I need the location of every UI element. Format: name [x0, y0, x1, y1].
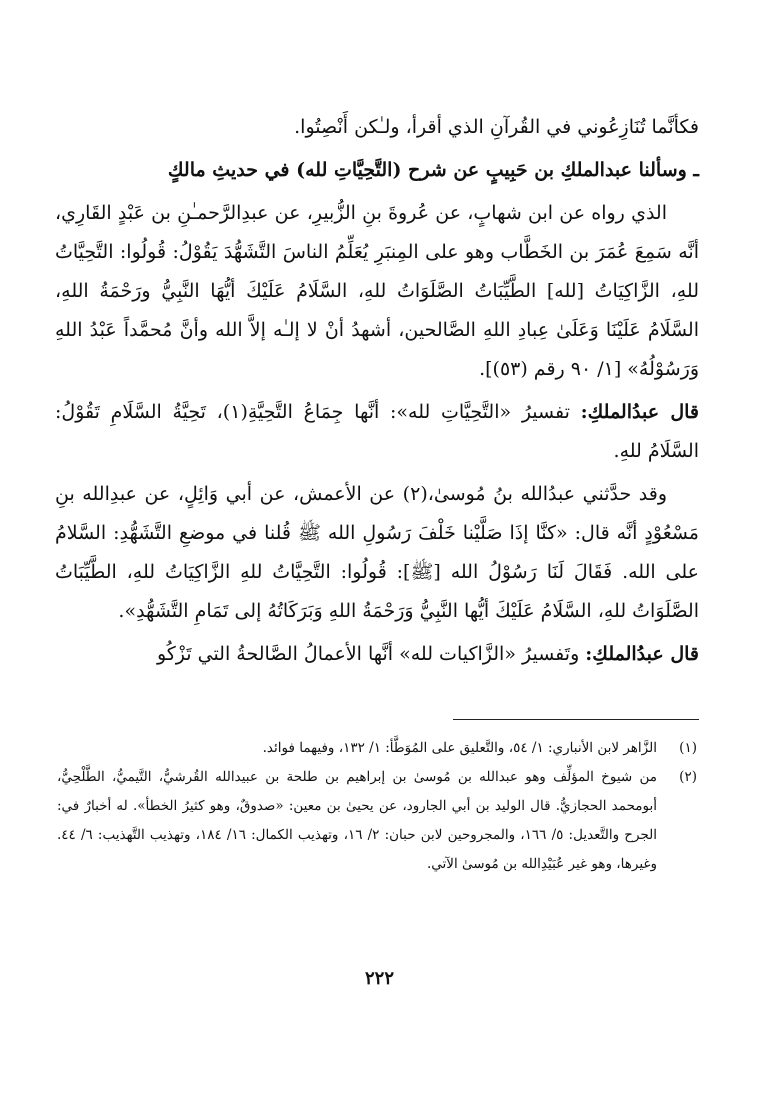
paragraph-text: تفسيرُ «التَّحِيَّاتِ لله»: أنَّها جِمَاعُ التَّحِيَّةِ(١)، تَحِيَّةُ السَّلَامِ تَقُوْلُ: السَّلَامُ للهِ. [55, 401, 699, 462]
footnotes [57, 734, 697, 879]
paragraph-lead: قال عبدُالملكِ: [585, 643, 699, 665]
paragraph-lead: قال عبدُالملكِ: [580, 401, 700, 423]
paragraph-narration [55, 475, 699, 631]
paragraph-commentary-2 [55, 635, 699, 674]
main-text [55, 108, 699, 678]
footnote-2 [57, 763, 697, 879]
footnote-text: من شيوخ المؤلِّف وهو عبدالله بن مُوسىٰ بن إبراهيم بن طلحة بن عبيدالله القُرشيُّ، التَّيميُّ، الطَّلْحِيُّ، أبومحمد الحجازيُّ. قال الوليد بن أبي الجارود، عن يحيىٰ بن معين: «صدوقٌ، وهو كثيرُ الخطأ». له أخبارٌ في: الجرح والتَّعديل: ٥/ ١٦٦، والمجروحين لابن حبان: ٢/ ١٦، وتهذيب الكمال: ١٦/ ١٨٤، وتهذيب التَّهذيب: ٦/ ٤٤. وغيرها، وهو غير عُبَيْدِالله بن مُوسىٰ الآتي. [57, 769, 658, 872]
paragraph-commentary-1 [55, 393, 699, 471]
footnote-number: (١) [679, 740, 697, 756]
paragraph-text: الذي رواه عن ابن شهابٍ، عن عُروةَ بنِ الزُّبيرِ، عن عبدِالرَّحمـٰنِ بن عَبْدٍ القَارِي، أنَّه سَمِعَ عُمَرَ بن الخَطَّاب وهو على المِنبَرِ يُعَلِّمُ الناسَ التَّشَهُّدَ يَقُوْلُ: قُولُوا: التَّحِيَّاتُ للهِ، الزَّاكِيَاتُ [لله] الطَّيِّبَاتُ الصَّلَوَاتُ للهِ، السَّلَامُ عَلَيْكَ أيُّهَا النَّبِيُّ ورَحْمَةُ اللهِ، السَّلَامُ عَلَيْنَا وَعَلَىٰ عِبادِ اللهِ الصَّالحين، أشهدُ أنْ لا إلـٰه إلاَّ الله وأنَّ مُحمَّداً عَبْدُ اللهِ وَرَسُوْلُهُ» [١/ ٩٠ رقم (٥٣)]. [55, 202, 699, 380]
footnote-number: (٢) [679, 769, 697, 785]
paragraph-text: فكأنَّما تُنَازِعُوني في القُرآنِ الذي أقرأ، ولـٰكن أَنْصِتُوا. [294, 116, 699, 138]
paragraph-1 [55, 108, 699, 147]
paragraph-text: وقد حدَّثني عبدُالله بنُ مُوسىٰ،(٢) عن الأعمش، عن أبي وَائِلٍ، عن عبدِالله بنِ مَسْعُوْدٍ أنَّه قال: «كنَّا إذَا صَلَّيْنا خَلْفَ رَسُولِ الله ﷺ قُلنا في موضعِ التَّشَهُّدِ: السَّلامُ على الله. فَقَالَ لَنَا رَسُوْلُ الله [ﷺ]: قُولُوا: التَّحِيَّاتُ للهِ الزَّاكِيَاتُ للهِ، الطَّيِّبَاتُ الصَّلَوَاتُ للهِ، السَّلَامُ عَلَيْكَ أيُّها النَّبِيُّ وَرَحْمَةُ اللهِ وَبَرَكَاتُهُ إلى تَمَامِ التَّشَهُّدِ». [55, 483, 699, 622]
page-number: ٢٢٢ [364, 968, 394, 989]
paragraph-text: ـ وسألنا عبدالملكِ بن حَبِيبٍ عن شرح (التَّحِيَّاتِ لله) في حديثِ مالكٍ [167, 159, 699, 181]
footnote-text: الزَّاهر لابن الأنباري: ١/ ٥٤، والتَّعليق على المُوَطَّأ: ١/ ١٣٢، وفيهما فوائد. [262, 740, 657, 756]
paragraph-text: وتَفسيرُ «الزَّاكيات لله» أنَّها الأعمالُ الصَّالحةُ التي تَزْكُو [156, 643, 586, 665]
section-heading [55, 151, 699, 190]
footnote-1 [57, 734, 697, 763]
footnote-divider [453, 719, 699, 720]
paragraph-hadith [55, 194, 699, 389]
